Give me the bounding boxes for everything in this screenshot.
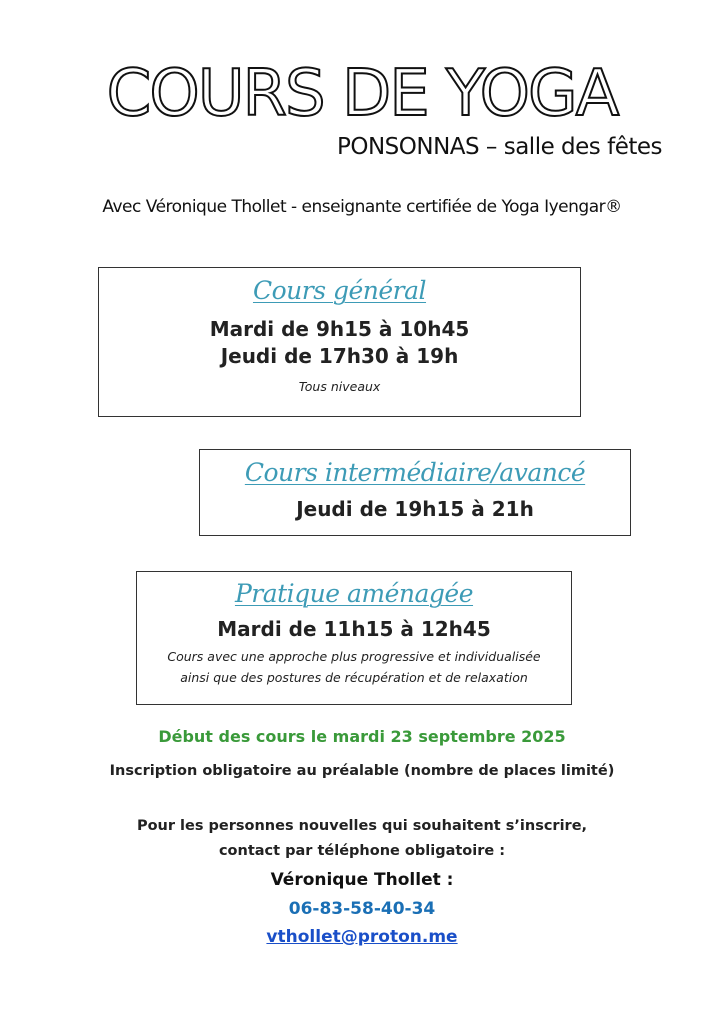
general-schedule-tuesday: Mardi de 9h15 à 10h45 <box>209 317 470 341</box>
adapted-note-line-1: Cours avec une approche plus progressive et individualisée <box>167 649 541 664</box>
new-people-line-1: Pour les personnes nouvelles qui souhaitent s’inscrire, <box>136 818 588 834</box>
adapted-practice-box <box>136 571 572 705</box>
general-course-box <box>98 267 581 417</box>
contact-phone[interactable]: 06-83-58-40-34 <box>288 899 436 919</box>
intermediate-schedule: Jeudi de 19h15 à 21h <box>296 497 534 521</box>
adapted-schedule: Mardi de 11h15 à 12h45 <box>217 617 491 641</box>
adapted-practice-heading: Pratique aménagée <box>234 579 474 608</box>
registration-notice: Inscription obligatoire au préalable (nombre de places limité) <box>109 763 615 779</box>
location-subtitle: PONSONNAS – salle des fêtes <box>336 134 662 160</box>
general-course-heading: Cours général <box>252 276 427 305</box>
intermediate-course-box <box>199 449 631 536</box>
contact-name: Véronique Thollet : <box>270 870 454 890</box>
course-start-date: Début des cours le mardi 23 septembre 2025 <box>158 727 566 746</box>
contact-email-row <box>0 924 724 950</box>
teacher-line: Avec Véronique Thollet - enseignante certifiée de Yoga Iyengar® <box>102 197 622 217</box>
general-level-note: Tous niveaux <box>298 379 381 394</box>
intermediate-course-heading: Cours intermédiaire/avancé <box>244 458 586 487</box>
contact-email-link[interactable]: vthollet@proton.me <box>266 927 458 947</box>
page-title: COURS DE YOGA <box>106 57 618 131</box>
general-schedule-thursday: Jeudi de 17h30 à 19h <box>220 344 459 368</box>
adapted-note-line-2: ainsi que des postures de récupération et de relaxation <box>180 670 528 685</box>
new-people-line-2: contact par téléphone obligatoire : <box>218 843 506 859</box>
